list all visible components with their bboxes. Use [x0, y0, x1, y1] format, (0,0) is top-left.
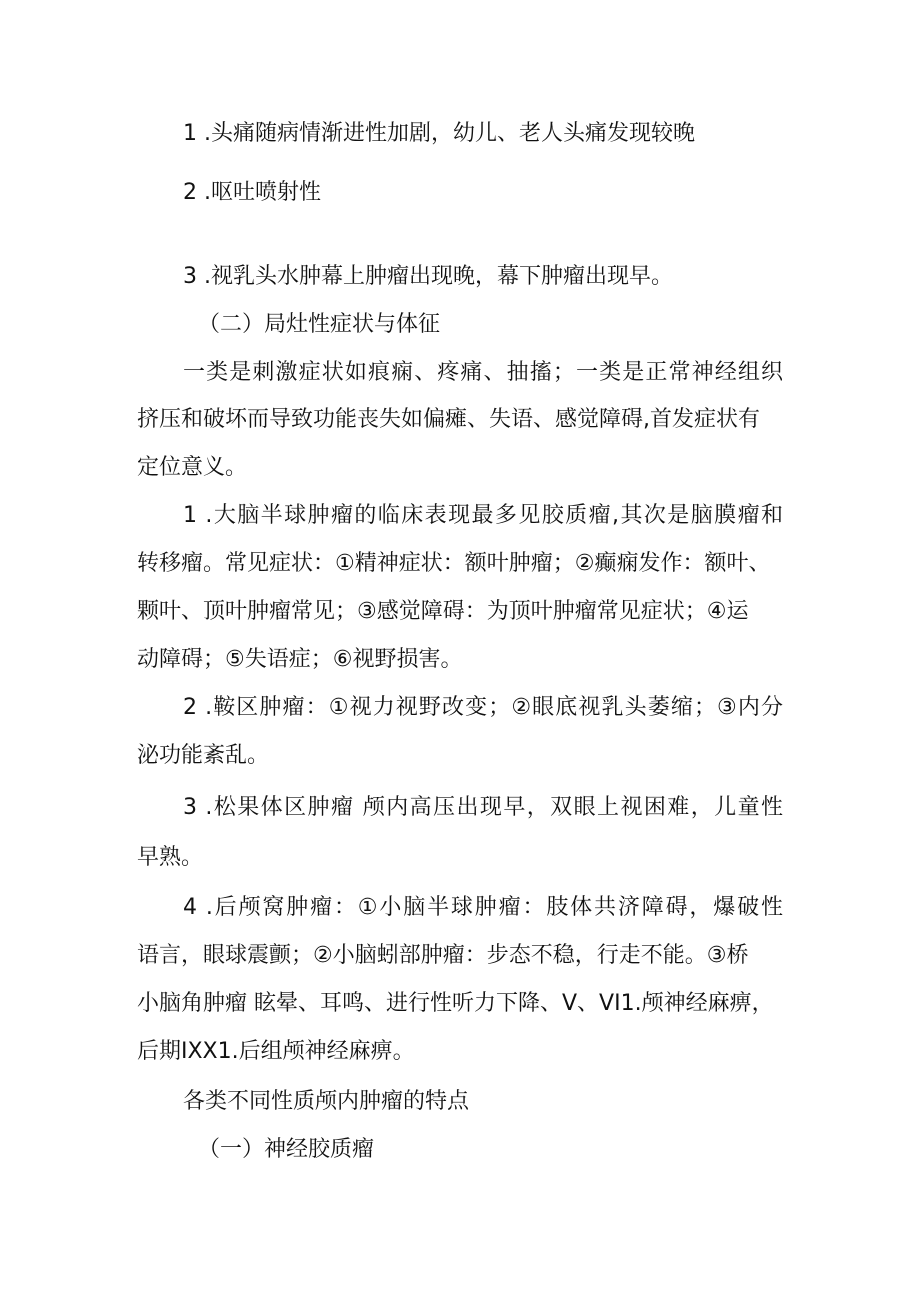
paragraph-line: 早熟。 [137, 845, 204, 870]
paragraph-line: 颗叶、顶叶肿瘤常见；③感觉障碍：为顶叶肿瘤常见症状；④运 [137, 599, 749, 624]
paragraph-line: 后期IXX1.后组颅神经麻痹。 [137, 1039, 415, 1064]
paragraph-line: 3 .松果体区肿瘤 颅内高压出现早，双眼上视困难，儿童性 [183, 795, 783, 820]
section-heading-focal-symptoms: （二）局灶性症状与体征 [198, 312, 441, 337]
section-heading-tumor-types: 各类不同性质颅内肿瘤的特点 [183, 1089, 470, 1114]
paragraph-line: 转移瘤。常见症状：①精神症状：额叶肿瘤；②癫痫发作：额叶、 [137, 551, 771, 576]
paragraph-line: 小脑角肿瘤 眩晕、耳鸣、进行性听力下降、V、VI1.颅神经麻痹， [137, 991, 774, 1016]
list-item-papilledema: 3 .视乳头水肿幕上肿瘤出现晚，幕下肿瘤出现早。 [183, 264, 673, 289]
paragraph-line: 挤压和破坏而导致功能丧失如偏瘫、失语、感觉障碍,首发症状有 [137, 407, 760, 432]
section-heading-glioma: （一）神经胶质瘤 [198, 1137, 375, 1162]
paragraph-line: 定位意义。 [137, 455, 248, 480]
paragraph-line: 2 .鞍区肿瘤：①视力视野改变；②眼底视乳头萎缩；③内分 [183, 695, 783, 720]
paragraph-line: 一类是刺激症状如痕痫、疼痛、抽搐；一类是正常神经组织 [183, 360, 783, 385]
paragraph-line: 1 .大脑半球肿瘤的临床表现最多见胶质瘤,其次是脑膜瘤和 [183, 503, 783, 528]
paragraph-line: 动障碍；⑤失语症；⑥视野损害。 [137, 647, 463, 672]
paragraph-line: 4 .后颅窝肿瘤：①小脑半球肿瘤：肢体共济障碍，爆破性 [183, 895, 783, 920]
paragraph-line: 泌功能紊乱。 [137, 743, 270, 768]
list-item-headache: 1 .头痛随病情渐进性加剧，幼儿、老人头痛发现较晚 [183, 121, 695, 146]
paragraph-line: 语言，眼球震颤；②小脑蚓部肿瘤：步态不稳，行走不能。③桥 [137, 943, 749, 968]
list-item-vomiting: 2 .呕吐喷射性 [183, 180, 321, 205]
